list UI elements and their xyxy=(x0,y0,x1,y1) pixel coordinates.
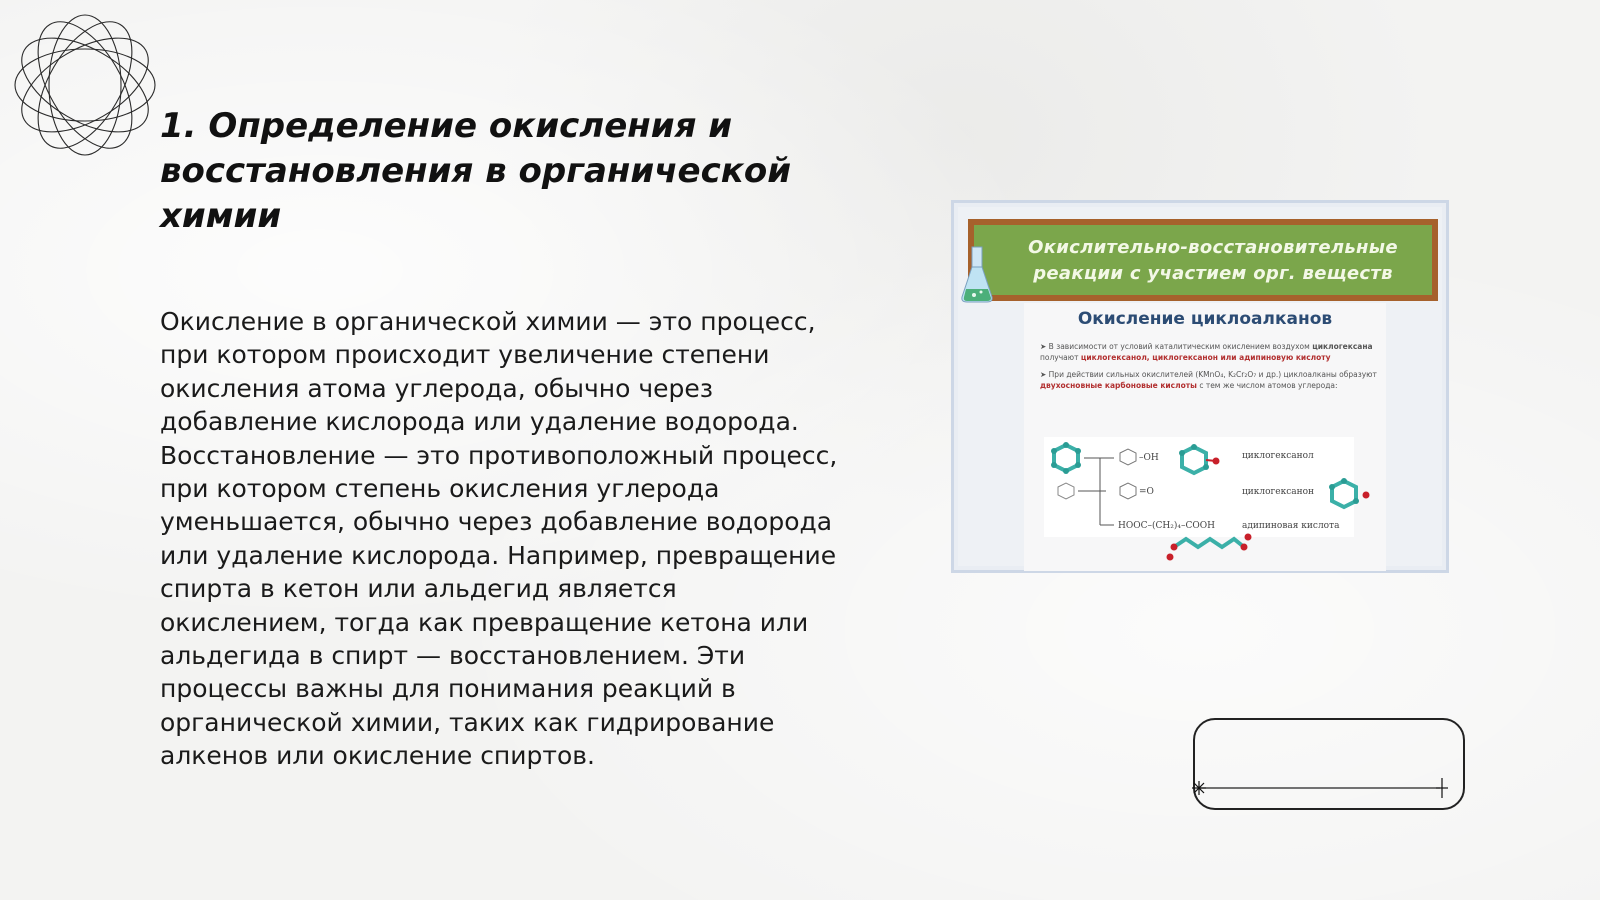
flask-icon xyxy=(958,245,996,305)
slide-content xyxy=(1024,303,1386,571)
scheme-label-cyclohexanol: циклогексанол xyxy=(1242,451,1314,461)
body-paragraph: Окисление в органической химии — это процесс, при котором происходит увеличение степени окисления атома углерода, обычно через добавление кислорода или удаление водорода. Восстановление — это противоположный процесс, при котором степень окисления углерода уменьшается, обычно через добавление водорода или удаление кислорода. Например, превращение спирта в кетон или альдегид является окислением, тогда как превращение кетона или альдегида в спирт — восстановлением. Эти процессы важны для понимания реакций в органической химии, таких как гидрирование алкенов или окисление спиртов. xyxy=(160,307,838,771)
slide-bullet: ➤ При действии сильных окислителей (KMnO₄, K₂Cr₂O₇ и др.) циклоалканы образуют двухосновные карбоновые кислоты с тем же числом атомов углерода: xyxy=(1040,370,1377,390)
scheme-o: =O xyxy=(1139,487,1154,497)
slide-bullets xyxy=(1040,341,1380,397)
scheme-label-adipic-acid: адипиновая кислота xyxy=(1242,521,1340,531)
slide-bullet: ➤ В зависимости от условий каталитическим окислением воздухом циклогексана получают циклогексанол, циклогексанон или адипиновую кислоту xyxy=(1040,342,1373,362)
slide-header xyxy=(968,219,1438,301)
reaction-scheme xyxy=(1044,437,1384,567)
scheme-label-cyclohexanone: циклогексанон xyxy=(1242,487,1315,497)
sparkle-icon xyxy=(1192,781,1206,795)
scheme-acid: HOOC–(CH₂)₄–COOH xyxy=(1118,521,1215,531)
slide-image xyxy=(951,200,1449,573)
decorative-line xyxy=(1190,758,1460,818)
molecule-icon xyxy=(1167,534,1252,561)
sparkle-icon xyxy=(1436,778,1448,798)
circle-ornament-icon xyxy=(10,10,160,160)
slide-header-text: Окислительно-восстановительные реакции с участием орг. веществ xyxy=(1028,237,1398,284)
scheme-oh: –OH xyxy=(1139,453,1159,463)
slide-subtitle: Окисление циклоалканов xyxy=(1077,309,1333,329)
page-title: 1. Определение окисления и восстановления в органической химии xyxy=(160,106,792,236)
